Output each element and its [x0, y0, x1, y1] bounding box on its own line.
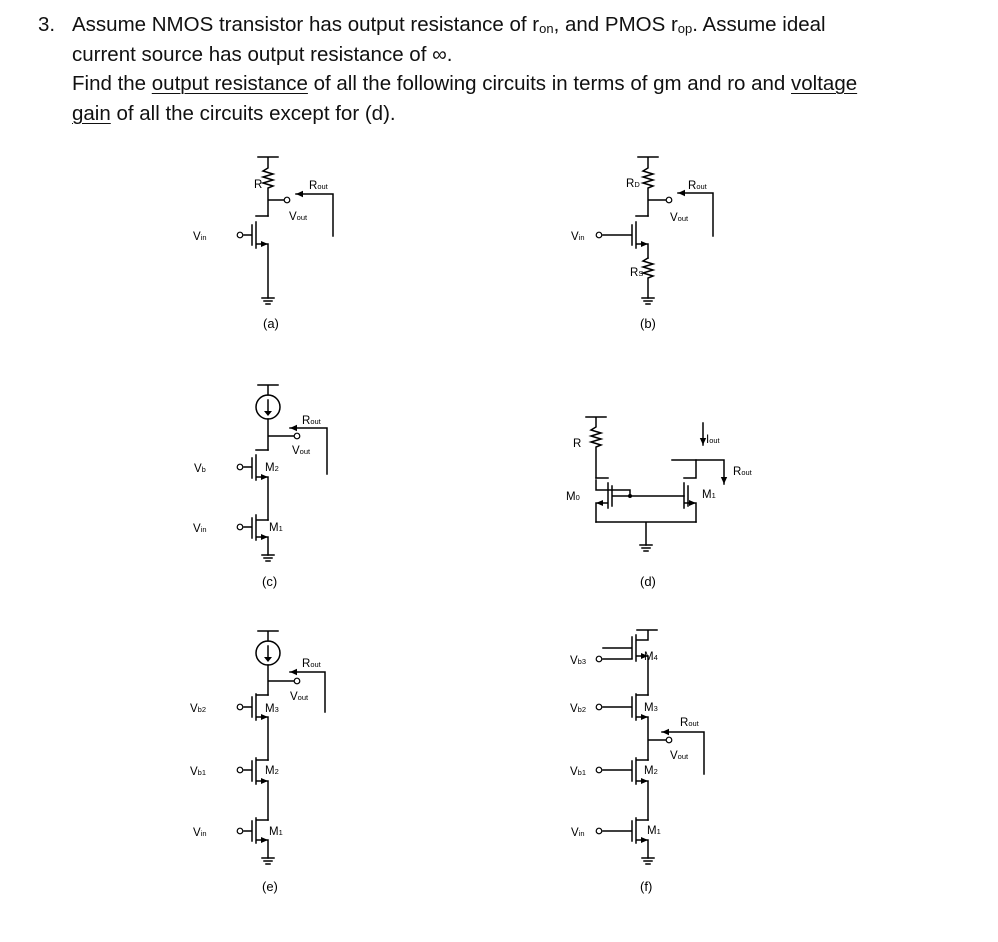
label-r-a: R [254, 179, 263, 191]
caption-d: (d) [640, 574, 656, 589]
label-vb1-e: Vb1 [190, 766, 207, 778]
caption-b: (b) [640, 316, 656, 331]
label-vin-a: Vin [193, 231, 207, 243]
label-rout-a: Rout [309, 180, 328, 192]
line1-text-a: Assume NMOS transistor has output resistance of r [72, 13, 540, 36]
resistor-r-d [586, 417, 606, 478]
label-vin-c: Vin [193, 523, 207, 535]
label-vin-b: Vin [571, 231, 585, 243]
output-resistance-underlined: output resistance [151, 72, 308, 95]
current-source-arrowhead-c [264, 411, 272, 416]
vin-node-b [596, 232, 602, 238]
m1-transistor-c [244, 515, 268, 555]
caption-e: (e) [262, 879, 278, 894]
label-m0-d: M0 [566, 491, 580, 503]
label-vb-c: Vb [194, 463, 206, 475]
nmos-arrow-b [641, 241, 648, 247]
label-m2-f: M2 [644, 765, 658, 777]
caption-c: (c) [262, 574, 278, 589]
label-m2-c: M2 [265, 462, 279, 474]
vout-node-a [284, 197, 290, 203]
vb2-node-f [596, 704, 602, 710]
line1-text-c: . Assume ideal [692, 13, 826, 36]
label-rout-c: Rout [302, 415, 321, 427]
label-vout-a: Vout [289, 211, 308, 223]
label-m1-c: M1 [269, 522, 283, 534]
circuit-e [190, 631, 325, 894]
caption-f: (f) [640, 879, 653, 894]
current-source-arrowhead-e [264, 657, 272, 662]
vin-node-a [237, 232, 243, 238]
label-vb2-e: Vb2 [190, 703, 207, 715]
vin-node-f [596, 828, 602, 834]
resistor-rs-b [643, 258, 653, 298]
vout-node-e [294, 678, 300, 684]
m1-transistor-e [244, 818, 268, 858]
vb1-node-e [237, 767, 243, 773]
m2-transistor-f [603, 758, 648, 820]
label-rout-f: Rout [680, 717, 699, 729]
ground-symbol-b [642, 298, 654, 304]
line1-text-b: , and PMOS r [553, 13, 678, 36]
label-r-d: R [573, 438, 582, 450]
label-m4-f: M4 [644, 651, 658, 663]
ground-symbol-e [262, 858, 274, 864]
vout-node-b [666, 197, 672, 203]
m1-transistor-d [684, 460, 696, 522]
vdd-bar-e [258, 631, 278, 641]
problem-number: 3. [38, 13, 56, 36]
label-m2-e: M2 [265, 765, 279, 777]
label-m1-d: M1 [702, 489, 716, 501]
m3-arrow-f [641, 714, 648, 720]
m2-arrow-f [641, 778, 648, 784]
label-rout-d: Rout [733, 466, 752, 478]
ground-symbol-c [262, 555, 274, 561]
rout-arrow-d [672, 460, 724, 484]
circuit-a [193, 157, 333, 331]
label-m3-f: M3 [644, 702, 658, 714]
line4-text-b: of all the circuits except for (d). [110, 101, 396, 125]
vb-node-c [237, 464, 243, 470]
m0-diode-connection-d [596, 480, 630, 496]
ground-symbol-f [642, 858, 654, 864]
vdd-bar-c [258, 385, 278, 395]
vout-node-f [666, 737, 672, 743]
label-vin-f: Vin [571, 827, 585, 839]
label-vb2-f: Vb2 [570, 703, 587, 715]
circuit-d [566, 417, 753, 589]
nmos-transistor-a [244, 216, 268, 298]
m1-arrow-d [689, 500, 696, 506]
label-m1-e: M1 [269, 826, 283, 838]
m1-arrow-c [261, 534, 268, 540]
label-iout-d: Iout [706, 434, 720, 446]
label-rout-e: Rout [302, 658, 321, 670]
circuit-f [570, 630, 704, 894]
m1-arrow-e [261, 837, 268, 843]
m2-arrow-c [261, 474, 268, 480]
source-wire-d [596, 522, 696, 545]
voltage-underlined: voltage [791, 72, 858, 95]
label-vin-e: Vin [193, 827, 207, 839]
resistor-rd-b [638, 157, 666, 216]
label-rd-b: RD [626, 178, 640, 190]
vb1-node-f [596, 767, 602, 773]
ron-subscript: on [539, 21, 554, 36]
vout-node-c [294, 433, 300, 439]
m1-arrow-f [641, 837, 648, 843]
circuit-b [571, 157, 713, 331]
caption-a: (a) [263, 316, 279, 331]
gain-underlined: gain [72, 101, 111, 125]
gate-junction-d [628, 494, 632, 498]
label-m1-f: M1 [647, 825, 661, 837]
rop-subscript: op [677, 21, 693, 36]
label-rs-b: RS [630, 267, 644, 279]
label-vb1-f: Vb1 [570, 766, 587, 778]
label-vout-f: Vout [670, 750, 689, 762]
m0-transistor-d [596, 478, 684, 522]
ground-symbol-a [262, 298, 274, 304]
label-vout-e: Vout [290, 691, 309, 703]
nmos-arrow-a [261, 241, 268, 247]
label-vout-b: Vout [670, 212, 689, 224]
label-m3-e: M3 [265, 703, 279, 715]
line3-text-b: of all the following circuits in terms of gm and ro and [307, 72, 792, 95]
ground-symbol-d [640, 545, 652, 551]
vb3-node-f [596, 656, 602, 662]
nmos-transistor-b [603, 216, 648, 258]
line3-text-a: Find the [72, 72, 152, 95]
vin-node-c [237, 524, 243, 530]
vin-node-e [237, 828, 243, 834]
vb2-node-e [237, 704, 243, 710]
m2-arrow-e [261, 778, 268, 784]
label-vb3-f: Vb3 [570, 655, 587, 667]
problem-line-2: current source has output resistance of ∞. [72, 42, 453, 66]
wire-c-top [268, 419, 294, 450]
m2-transistor-c [244, 450, 268, 520]
m0-arrow-d [596, 500, 603, 506]
circuit-c [193, 385, 327, 589]
label-vout-c: Vout [292, 445, 311, 457]
label-rout-b: Rout [688, 180, 707, 192]
